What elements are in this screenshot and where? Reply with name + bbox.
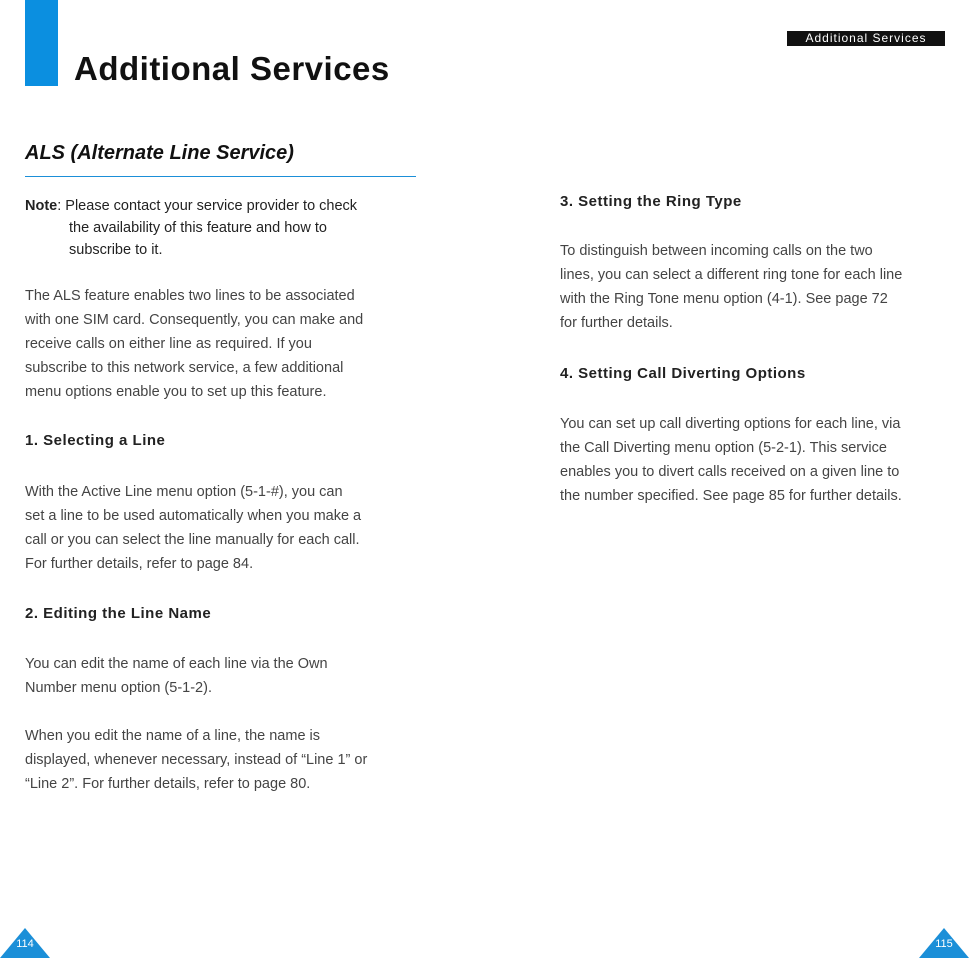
text-line: When you edit the name of a line, the name is xyxy=(25,728,321,744)
note-label: Note xyxy=(25,198,58,214)
editing-line-paragraph-b xyxy=(25,724,367,796)
section-divider xyxy=(25,176,416,177)
heading-selecting-line: 1. Selecting a Line xyxy=(25,432,166,449)
ring-type-paragraph xyxy=(560,239,902,335)
text-line: receive calls on either line as required. If you xyxy=(25,336,312,352)
heading-editing-line-name: 2. Editing the Line Name xyxy=(25,605,212,622)
text-line: Number menu option (5-1-2). xyxy=(25,680,212,696)
note-block xyxy=(25,195,425,261)
page-number-right xyxy=(919,928,969,958)
editing-line-paragraph-a xyxy=(25,652,328,700)
title-accent-bar xyxy=(25,0,58,86)
call-diverting-paragraph xyxy=(560,412,902,508)
als-intro-paragraph xyxy=(25,284,363,404)
text-line: displayed, whenever necessary, instead of “Line 1” or xyxy=(25,752,368,768)
header-section-tab: Additional Services xyxy=(787,31,945,46)
note-line-1: : Please contact your service provider to check xyxy=(57,198,358,214)
text-line: set a line to be used automatically when you make a xyxy=(25,508,362,524)
text-line: subscribe to this network service, a few additional xyxy=(25,360,344,376)
section-heading-als: ALS (Alternate Line Service) xyxy=(25,142,294,164)
text-line: You can set up call diverting options for each line, via xyxy=(560,416,901,432)
page-number-left-text: 114 xyxy=(16,938,34,950)
text-line: the Call Diverting menu option (5-2-1). This service xyxy=(560,440,887,456)
page-number-left xyxy=(0,928,50,958)
text-line: menu options enable you to set up this feature. xyxy=(25,384,327,400)
text-line: The ALS feature enables two lines to be associated xyxy=(25,288,355,304)
text-line: For further details, refer to page 84. xyxy=(25,556,254,572)
text-line: with the Ring Tone menu option (4-1). See page 72 xyxy=(560,291,888,307)
text-line: With the Active Line menu option (5-1-#), you can xyxy=(25,484,343,500)
heading-call-diverting: 4. Setting Call Diverting Options xyxy=(560,365,806,382)
heading-ring-type: 3. Setting the Ring Type xyxy=(560,193,742,210)
text-line: the number specified. See page 85 for further details. xyxy=(560,488,902,504)
text-line: lines, you can select a different ring tone for each line xyxy=(560,267,903,283)
text-line: To distinguish between incoming calls on the two xyxy=(560,243,873,259)
page-number-right-text: 115 xyxy=(935,938,953,950)
note-line-2: the availability of this feature and how to xyxy=(69,220,327,236)
text-line: with one SIM card. Consequently, you can make and xyxy=(25,312,364,328)
text-line: call or you can select the line manually for each call. xyxy=(25,532,360,548)
selecting-line-paragraph xyxy=(25,480,361,576)
text-line: “Line 2”. For further details, refer to page 80. xyxy=(25,776,311,792)
note-line-3: subscribe to it. xyxy=(69,242,163,258)
text-line: You can edit the name of each line via the Own xyxy=(25,656,328,672)
text-line: for further details. xyxy=(560,315,673,331)
text-line: enables you to divert calls received on a given line to xyxy=(560,464,900,480)
page-title: Additional Services xyxy=(74,50,390,87)
